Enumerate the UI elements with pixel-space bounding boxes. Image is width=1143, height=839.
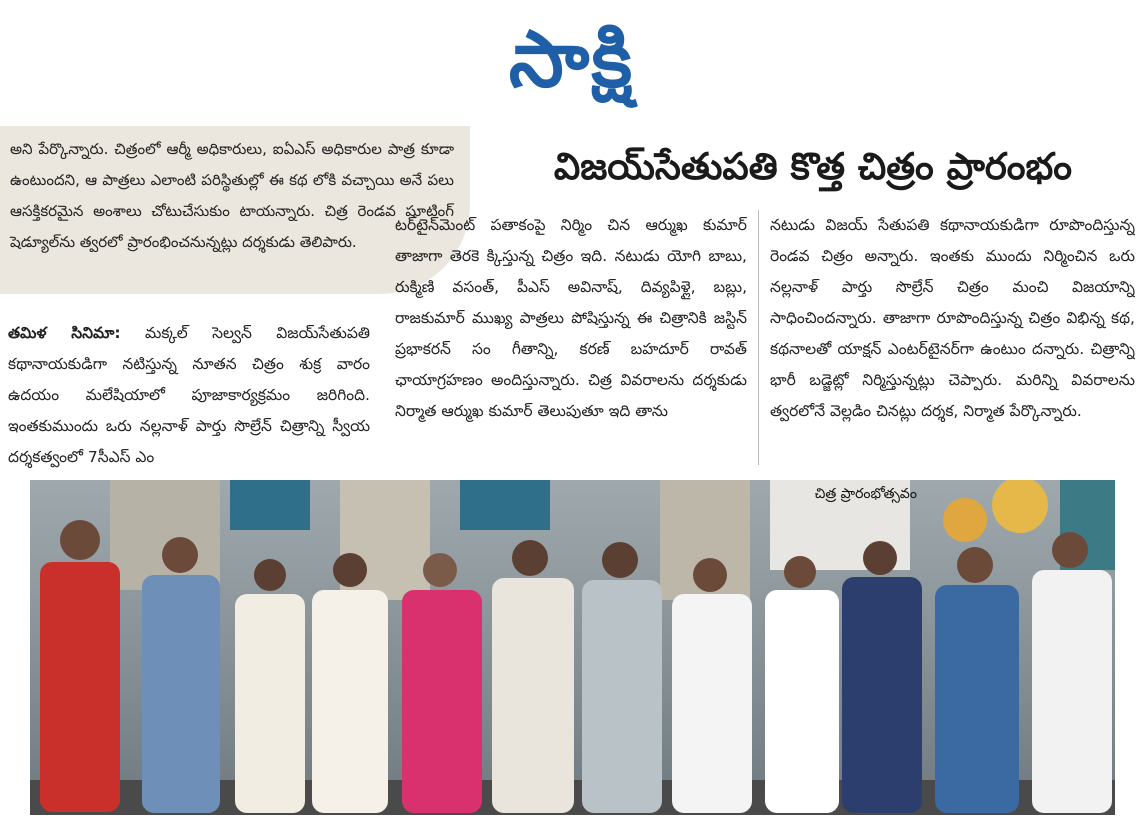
- newspaper-logo: సాక్షి: [508, 15, 635, 105]
- previous-article-text: అని పేర్కొన్నారు. చిత్రంలో ఆర్మీ అధికారులు, ఐఏఎస్ అధికారుల పాత్ర కూడా ఉంటుందని, ఆ పాత్రలు ఎలాంటి పరిస్థితుల్లో ఈ కథ లోకి వచ్చాయి అనే పలు ఆసక్తికరమైన అంశాలు చోటుచేసుకుం టాయన్నారు. చిత్ర రెండవ షూటింగ్ షెడ్యూల్‌ను త్వరలో ప్రారంభించనున్నట్లు దర్శకుడు తెలిపారు.: [10, 140, 454, 251]
- photo-caption: చిత్ర ప్రారంభోత్సవం: [814, 486, 917, 502]
- column-divider: [758, 210, 759, 465]
- article-headline: విజయ్‌సేతుపతి కొత్త చిత్రం ప్రారంభం: [553, 145, 1073, 188]
- event-photo-illustration: [30, 480, 1115, 815]
- article-lead-label: తమిళ సినిమా:: [8, 324, 121, 342]
- masthead: [0, 0, 1143, 120]
- article-column-1-text: మక్కల్ సెల్వన్ విజయ్‌సేతుపతి కథానాయకుడిగా నటిస్తున్న నూతన చిత్రం శుక్ర వారం ఉదయం మలేషియాలో పూజాకార్యక్రమం జరిగింది. ఇంతకుముందు ఒరు నల్లనాళ్ పార్తు సొల్రేన్ చిత్రాన్ని స్వీయ దర్శకత్వంలో 7సీఎస్ ఎం: [8, 324, 370, 466]
- article-column-2: టర్‌టైన్‌మెంట్ పతాకంపై నిర్మిం చిన ఆర్ముఖ కుమార్ తాజాగా తెరకె క్కిస్తున్న చిత్రం ఇది. నటుడు యోగి బాబు, రుక్మిణి వసంత్, పీఎస్ అవినాష్, దివ్యపిళ్లై, బబ్లు, రాజకుమార్ ముఖ్య పాత్రలు పోషిస్తున్న ఈ చిత్రానికి జస్టిన్ ప్రభాకరన్ సం గీతాన్ని, కరణ్ బహదూర్ రావత్ ఛాయాగ్రహణం అందిస్తున్నారు. చిత్ర వివరాలను దర్శకుడు నిర్మాత ఆర్ముఖ కుమార్ తెలుపుతూ ఇది తాను: [395, 216, 747, 420]
- article-column-3: నటుడు విజయ్ సేతుపతి కథానాయకుడిగా రూపొందిస్తున్న రెండవ చిత్రం అన్నారు. ఇంతకు ముందు నిర్మించిన ఒరు నల్లనాళ్ పార్తు సొల్రేన్ చిత్రం మంచి విజయాన్ని సాధించిందన్నారు. తాజాగా రూపొందిస్తున్న చిత్రం విభిన్న కథ, కథనాలతో యాక్షన్ ఎంటర్‌టైనర్‌గా ఉంటుం దన్నారు. చిత్రాన్ని భారీ బడ్జెట్లో నిర్మిస్తున్నట్లు చెప్పారు. మరిన్ని వివరాలను త్వరలోనే వెల్లడిం చినట్లు దర్శక, నిర్మాత పేర్కొన్నారు.: [770, 216, 1135, 420]
- event-photo: [30, 480, 1115, 815]
- article-column-1: [8, 318, 370, 468]
